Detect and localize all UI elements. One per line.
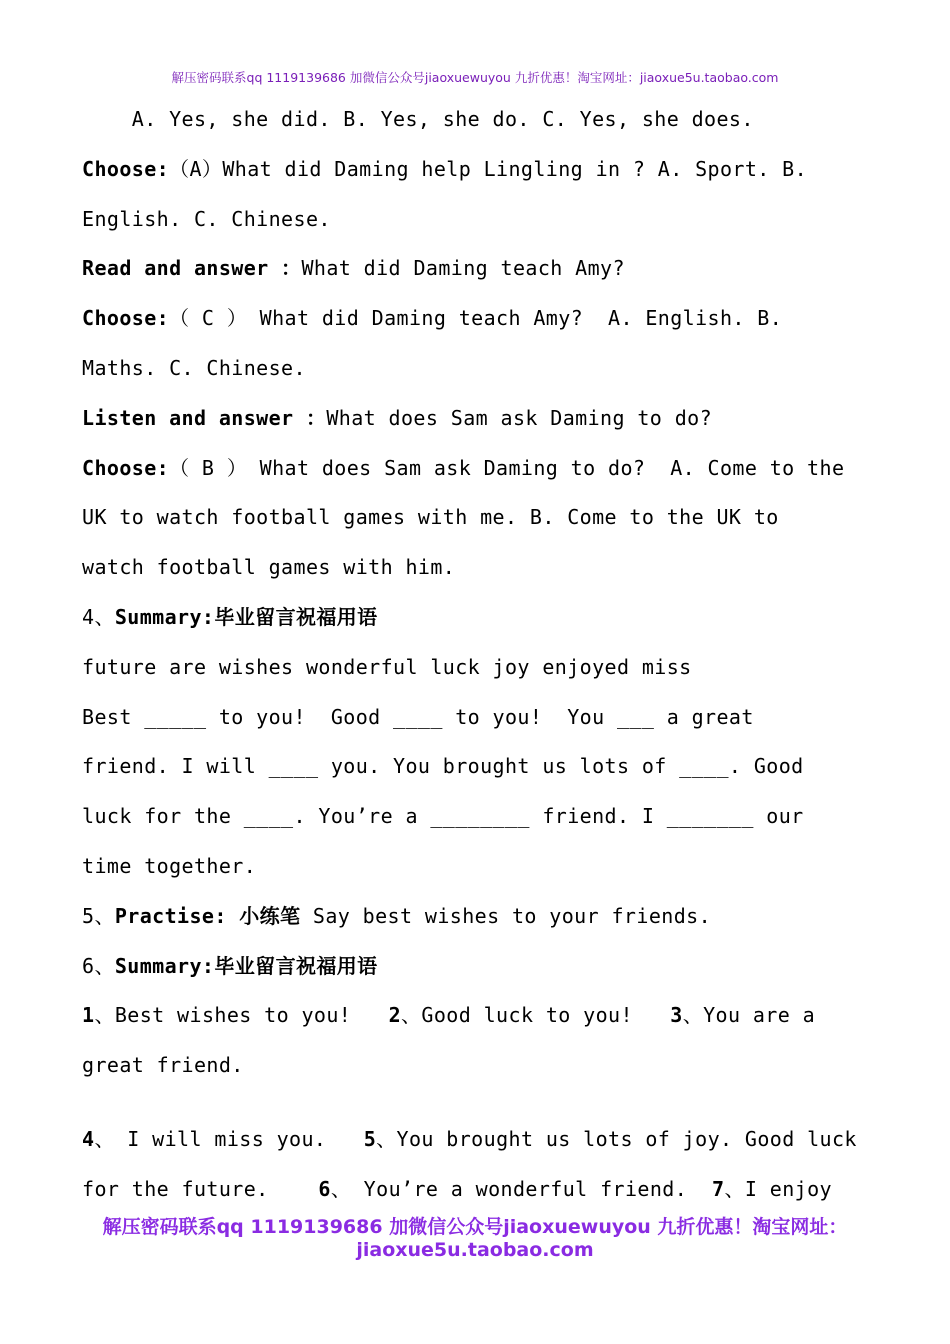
wish-text: for the future. (82, 1176, 319, 1201)
line-text: time together. (82, 853, 257, 878)
line-text: Maths. C. Chinese. (82, 355, 306, 380)
line-text: English. C. Chinese. (82, 206, 331, 231)
text-line (82, 792, 882, 842)
wish-line (82, 991, 882, 1041)
wish-line (82, 1041, 882, 1091)
line-text: UK to watch football games with me. B. Come to the UK to (82, 505, 779, 530)
text-line (82, 643, 882, 693)
section-number: 6、 (82, 953, 115, 978)
line-text: （ C ） What did Daming teach Amy? A. English. B. (169, 306, 783, 331)
watermark-header: 解压密码联系qq 1119139686 加微信公众号jiaoxuewuyou 九折优惠！淘宝网址：jiaoxue5u.taobao.com (171, 70, 779, 85)
text-line (82, 742, 882, 792)
line-text: Say best wishes to your friends. (300, 903, 712, 928)
text-line (82, 892, 882, 942)
section-label: Summary:毕业留言祝福用语 (114, 953, 378, 978)
line-text: friend. I will ____ you. You brought us lots of ____. Good (82, 754, 804, 779)
text-line (82, 145, 882, 195)
line-indent (82, 107, 132, 131)
section-label: Summary:毕业留言祝福用语 (114, 604, 378, 629)
section-number: 5、 (82, 903, 115, 928)
wish-text: 、I enjoy (724, 1176, 832, 1201)
line-text: luck for the ____. You’re a ________ friend. I _______ our (82, 804, 804, 829)
line-text: watch football games with him. (82, 555, 456, 580)
wish-line (82, 1115, 882, 1165)
watermark-footer (0, 1216, 950, 1262)
text-line (82, 444, 882, 494)
wish-number: 2 (388, 1003, 402, 1028)
section-label: Practise: 小练笔 (114, 903, 301, 928)
section-label: Choose: (82, 156, 170, 181)
text-line (82, 842, 882, 892)
line-text: A. Yes, she did. B. Yes, she do. C. Yes, she does. (131, 107, 754, 131)
wish-text: 、 I will miss you. (94, 1126, 364, 1151)
section-label: Choose: (82, 455, 170, 480)
text-line (82, 942, 882, 992)
wish-text: 、Good luck to you! (401, 1003, 671, 1028)
line-text: （ B ） What does Sam ask Daming to do? A. Come to the (169, 455, 845, 480)
wish-line (82, 1165, 882, 1215)
line-text: Best _____ to you! Good ____ to you! You ___ a great (82, 704, 754, 729)
wish-number: 4 (82, 1126, 95, 1151)
text-line (82, 95, 882, 145)
wish-number: 5 (363, 1126, 377, 1151)
section-label: Read and answer ： (82, 256, 302, 281)
text-line (82, 344, 882, 394)
text-line (82, 493, 882, 543)
line-text: What does Sam ask Daming to do? (326, 405, 713, 430)
text-line (82, 593, 882, 643)
wish-text: 、Best wishes to you! (94, 1003, 389, 1028)
section-label: Choose: (82, 306, 170, 331)
text-line (82, 693, 882, 743)
text-line (82, 294, 882, 344)
wish-number: 6 (318, 1176, 331, 1201)
text-line (82, 543, 882, 593)
wish-text: 、 You’re a wonderful friend. (330, 1176, 713, 1201)
line-text: （A）What did Daming help Lingling in ? A. Sport. B. (169, 156, 808, 181)
wish-text: great friend. (82, 1053, 244, 1078)
text-line (82, 195, 882, 245)
line-text: What did Daming teach Amy? (301, 256, 625, 281)
wish-number: 7 (712, 1176, 725, 1201)
wish-text: 、You are a (682, 1003, 816, 1028)
section-label: Listen and answer ： (82, 405, 327, 430)
wish-number: 1 (82, 1003, 95, 1028)
footer-line-1: 解压密码联系qq 1119139686 加微信公众号jiaoxuewuyou 九折优惠！淘宝网址： (102, 1216, 848, 1238)
footer-line-2: jiaoxue5u.taobao.com (356, 1239, 594, 1261)
document-body (82, 95, 882, 1215)
text-line (82, 244, 882, 294)
wish-text: 、You brought us lots of joy. Good luck (376, 1126, 857, 1151)
section-number: 4、 (82, 604, 115, 629)
wish-number: 3 (670, 1003, 683, 1028)
line-text: future are wishes wonderful luck joy enjoyed miss (82, 654, 692, 679)
text-line (82, 394, 882, 444)
